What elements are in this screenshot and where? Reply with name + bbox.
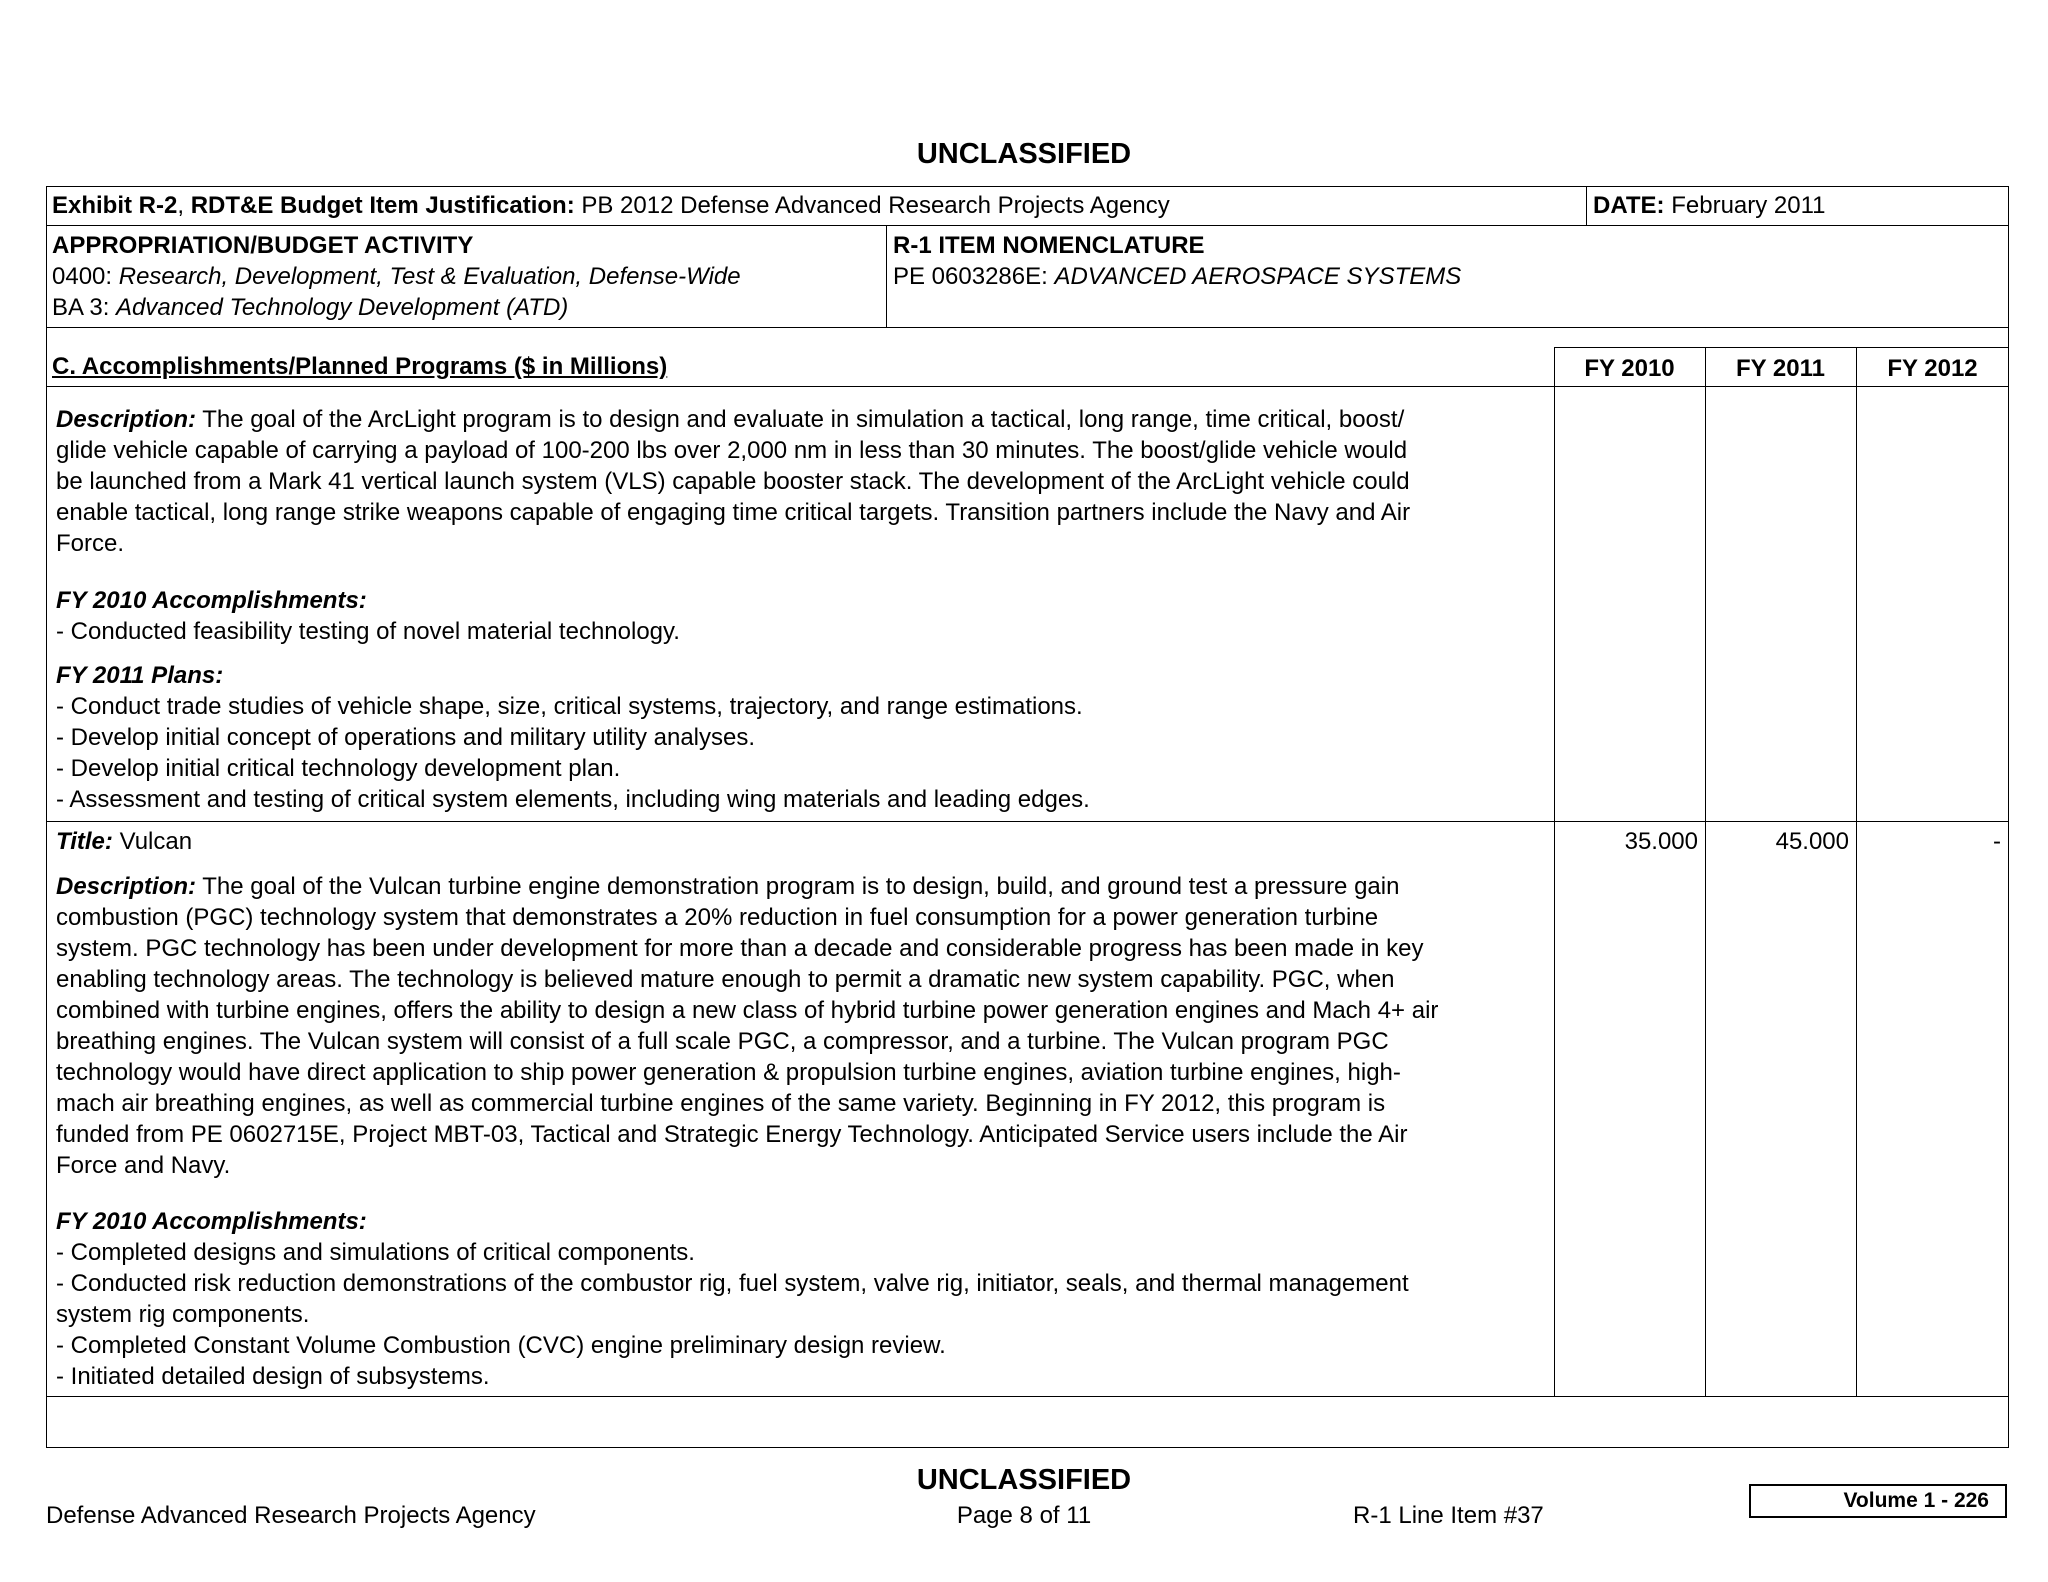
appropriation-code: 0400: — [52, 263, 119, 290]
top-classification: UNCLASSIFIED — [916, 138, 1132, 170]
arclight-fy2011-label: FY 2011 Plans: — [56, 662, 224, 689]
rule-r1-divider — [886, 225, 887, 328]
footer-line-item: R-1 Line Item #37 — [1353, 1502, 1544, 1529]
exhibit-sep: , — [177, 192, 191, 219]
justification-label: RDT&E Budget Item Justification: — [190, 192, 575, 219]
rule-date-divider — [1586, 186, 1587, 226]
footer-agency: Defense Advanced Research Projects Agency — [46, 1502, 536, 1529]
volume-badge: Volume 1 - 226 — [1749, 1484, 2007, 1518]
vulcan-desc-line: system. PGC technology has been under development for more than a decade and considerable progress has been made in key — [56, 935, 1424, 962]
vulcan-description-label: Description: — [56, 873, 197, 900]
list-item: - Conducted risk reduction demonstrations of the combustor rig, fuel system, valve rig, initiator, seals, and thermal management — [56, 1270, 1409, 1297]
footer-page: Page 8 of 11 — [956, 1502, 1092, 1529]
vulcan-desc-line: combustion (PGC) technology system that demonstrates a 20% reduction in fuel consumption for a power generation turbine — [56, 904, 1379, 931]
list-item: system rig components. — [56, 1301, 310, 1328]
list-item: - Conduct trade studies of vehicle shape, size, critical systems, trajectory, and range estimations. — [56, 693, 1083, 720]
rule-col-fy2011 — [1705, 347, 1706, 1397]
rule-header-bottom — [46, 225, 2009, 226]
list-item: - Completed designs and simulations of critical components. — [56, 1239, 695, 1266]
r1-block — [893, 230, 1461, 292]
rule-columns-top — [1554, 347, 2009, 348]
arclight-desc-line: Force. — [56, 530, 125, 557]
rule-col-fy2012 — [1856, 347, 1857, 1397]
list-item: - Assessment and testing of critical system elements, including wing materials and leading edges. — [56, 786, 1090, 813]
exhibit-label: Exhibit R-2 — [52, 192, 178, 219]
vulcan-fy2010-value: 35.000 — [1624, 828, 1698, 855]
vulcan-desc-line: enabling technology areas. The technology is believed mature enough to permit a dramatic new system capability. PGC, when — [56, 966, 1395, 993]
list-item: - Completed Constant Volume Combustion (CVC) engine preliminary design review. — [56, 1332, 946, 1359]
exhibit-header — [52, 190, 1170, 221]
vulcan-desc-line: funded from PE 0602715E, Project MBT-03, Tactical and Strategic Energy Technology. Anticipated Service users include the Air — [56, 1121, 1408, 1148]
rule-section-header-bottom — [46, 386, 2009, 387]
arclight-description — [56, 404, 1576, 559]
list-item: - Conducted feasibility testing of novel material technology. — [56, 618, 680, 645]
vulcan-fy2011-value: 45.000 — [1775, 828, 1849, 855]
arclight-fy2010-label: FY 2010 Accomplishments: — [56, 587, 367, 614]
col-header-fy2012: FY 2012 — [1887, 355, 1978, 382]
list-item: - Initiated detailed design of subsystems. — [56, 1363, 490, 1390]
arclight-desc-line: be launched from a Mark 41 vertical launch system (VLS) capable booster stack. The development of the ArcLight vehicle could — [56, 468, 1410, 495]
r1-code: PE 0603286E: — [893, 263, 1055, 290]
arclight-fy2010 — [56, 585, 1576, 647]
col-header-fy2011: FY 2011 — [1736, 355, 1825, 382]
vulcan-fy2010-label: FY 2010 Accomplishments: — [56, 1208, 367, 1235]
arclight-desc-line: The goal of the ArcLight program is to design and evaluate in simulation a tactical, long range, time critical, boost/ — [196, 406, 1405, 433]
vulcan-desc-line: breathing engines. The Vulcan system will consist of a full scale PGC, a compressor, and a turbine. The Vulcan program PGC — [56, 1028, 1389, 1055]
vulcan-desc-line: combined with turbine engines, offers the ability to design a new class of hybrid turbine power generation engines and Mach 4+ air — [56, 997, 1439, 1024]
list-item: - Develop initial concept of operations and military utility analyses. — [56, 724, 756, 751]
appropriation-label: APPROPRIATION/BUDGET ACTIVITY — [52, 232, 474, 259]
vulcan-description — [56, 871, 1576, 1181]
rule-appropriation-bottom — [46, 327, 2009, 328]
date-value: February 2011 — [1671, 192, 1826, 219]
ba-code: BA 3: — [52, 294, 117, 321]
vulcan-title-value: Vulcan — [112, 828, 193, 855]
arclight-desc-line: enable tactical, long range strike weapons capable of engaging time critical targets. Transition partners include the Navy and Air — [56, 499, 1411, 526]
appropriation-value: Research, Development, Test & Evaluation, Defense-Wide — [118, 263, 741, 290]
vulcan-fy2012-value: - — [1993, 828, 2001, 855]
vulcan-desc-line: technology would have direct application to ship power generation & propulsion turbine engines, aviation turbine engines, high- — [56, 1059, 1401, 1086]
list-item: - Develop initial critical technology development plan. — [56, 755, 621, 782]
date-label: DATE: — [1593, 192, 1665, 219]
r1-value: ADVANCED AEROSPACE SYSTEMS — [1054, 263, 1462, 290]
section-title: C. Accomplishments/Planned Programs ($ in Millions) — [52, 353, 668, 380]
justification-value: PB 2012 Defense Advanced Research Projects Agency — [581, 192, 1170, 219]
rule-arclight-bottom — [46, 821, 2009, 822]
col-header-fy2010: FY 2010 — [1584, 355, 1675, 382]
rule-vulcan-bottom — [46, 1396, 2009, 1397]
arclight-description-label: Description: — [56, 406, 197, 433]
ba-value: Advanced Technology Development (ATD) — [116, 294, 569, 321]
bottom-classification: UNCLASSIFIED — [916, 1464, 1132, 1496]
vulcan-title — [56, 826, 192, 857]
vulcan-desc-line: The goal of the Vulcan turbine engine demonstration program is to design, build, and ground test a pressure gain — [196, 873, 1400, 900]
appropriation-block — [52, 230, 741, 323]
date-field — [1593, 190, 1826, 221]
vulcan-title-label: Title: — [56, 828, 113, 855]
r1-label: R-1 ITEM NOMENCLATURE — [893, 232, 1205, 259]
vulcan-fy2010 — [56, 1206, 1576, 1392]
arclight-fy2011 — [56, 660, 1576, 815]
arclight-desc-line: glide vehicle capable of carrying a payload of 100-200 lbs over 2,000 nm in less than 30 minutes. The boost/glide vehicle would — [56, 437, 1408, 464]
vulcan-desc-line: Force and Navy. — [56, 1152, 231, 1179]
vulcan-desc-line: mach air breathing engines, as well as commercial turbine engines of the same variety. Beginning in FY 2012, this program is — [56, 1090, 1386, 1117]
